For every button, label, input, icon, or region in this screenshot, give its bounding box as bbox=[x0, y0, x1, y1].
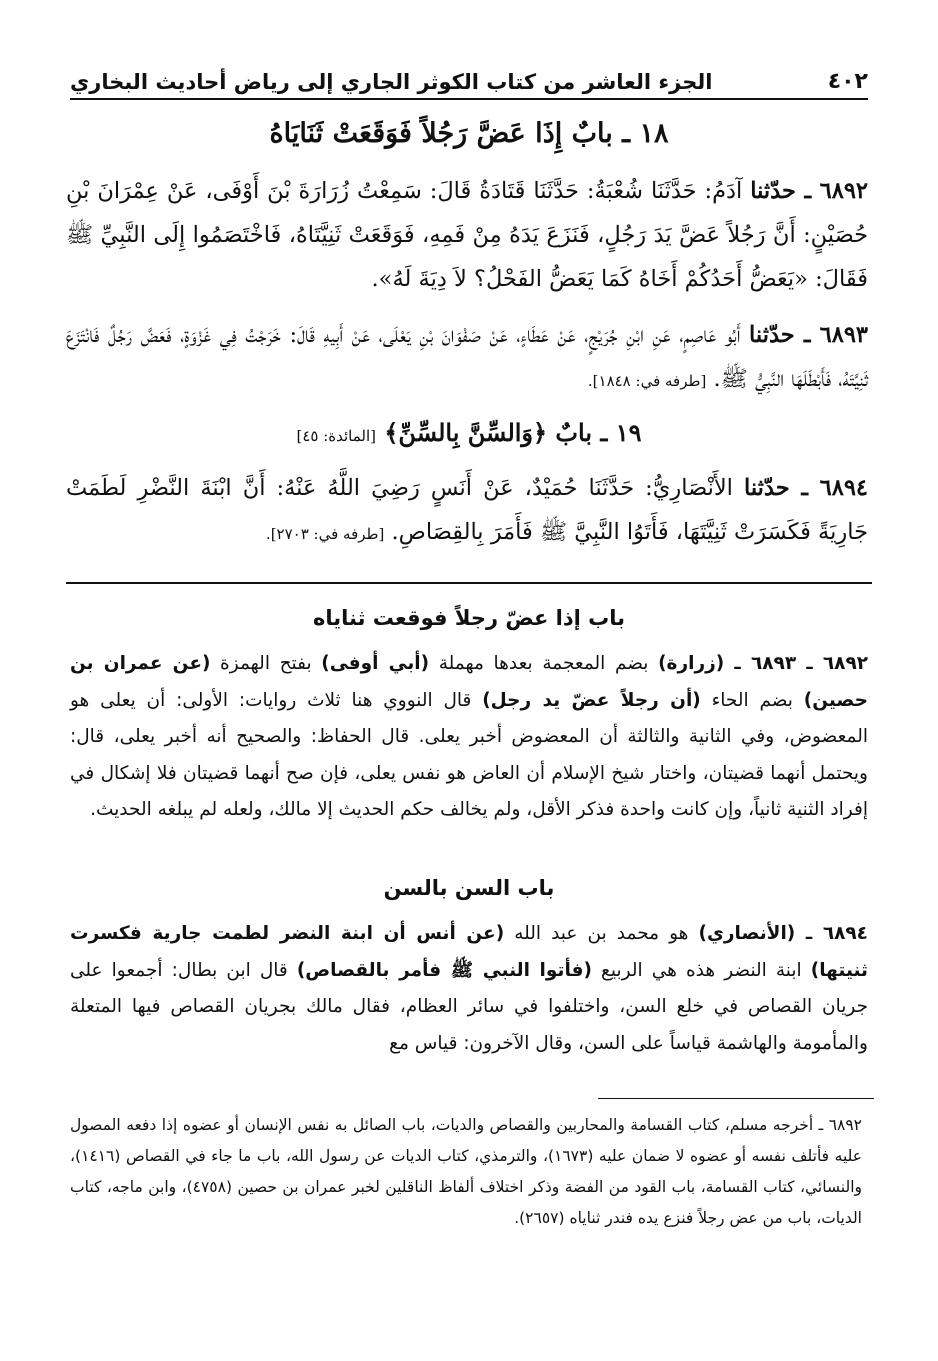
hadith-number: ٦٨٩٢ ـ حدّثنا bbox=[750, 178, 869, 204]
commentary-title-2: باب السن بالسن bbox=[383, 876, 555, 900]
hadith-text: أَبُو عَاصِمٍ، عَنِ ابْنِ جُرَيْجٍ، عَنْ عَطَاءٍ، عَنْ صَفْوَانَ بْنِ يَعْلَى، عَنْ أَبِيهِ قَالَ: خَرَجْتُ فِي غَزْوَةٍ، فَعَضَّ رَجُلٌ فَانْتَزَعَ ثَنِيَّتَهُ، فَأَبْطَلَهَا النَّبِيُّ ﷺ. bbox=[66, 322, 868, 392]
hadith-6893 bbox=[66, 313, 868, 403]
commentary-text: بضم المعجمة بعدها مهملة bbox=[429, 653, 659, 674]
hadith-6894 bbox=[66, 466, 868, 556]
hadith-number: ٦٨٩٤ ـ حدّثنا bbox=[743, 475, 868, 501]
commentary-text: ابنة النضر هذه هي الربيع bbox=[591, 959, 811, 981]
footnote: ٦٨٩٢ ـ أخرجه مسلم، كتاب القسامة والمحاربين والقصاص والديات، باب الصائل به نفس الإنسان أو عضوه إذا دفعه المصول عليه فأتلف نفسه أو عضوه لا ضمان عليه (١٦٧٣)، والترمذي، كتاب الديات عن رسول الله، باب ما جاء في القصاص (١٤١٦)، والنسائي، كتاب القسامة، باب القود من الفضة وذكر اختلاف ألفاظ الناقلين لخبر عمران بن حصين (٤٧٥٨)، وابن ماجه، كتاب الديات، باب من عض رجلاً فنزع يده فندر ثناياه (٢٦٥٧). bbox=[70, 1116, 862, 1227]
running-header bbox=[70, 58, 868, 100]
hadith-6892 bbox=[66, 169, 868, 301]
hadith-number: ٦٨٩٣ ـ حدّثنا bbox=[749, 322, 868, 348]
commentary-text: هو محمد بن عبد الله bbox=[504, 923, 699, 944]
cross-reference: [طرفه في: ١٨٤٨]. bbox=[587, 372, 707, 390]
footnote-divider bbox=[598, 1098, 874, 1099]
chapter-19-heading: ١٩ ـ بابٌ ﴿وَالسِّنَّ بِالسِّنِّ﴾ bbox=[384, 418, 642, 447]
section-divider bbox=[66, 582, 872, 584]
commentary-lemma: (فأتوا النبي ﷺ فأمر بالقصاص) bbox=[296, 959, 592, 981]
commentary-title-1: باب إذا عضّ رجلاً فوقعت ثناياه bbox=[312, 606, 626, 630]
cross-reference: [طرفه في: ٢٧٠٣]. bbox=[265, 525, 385, 543]
hadith-text: آدَمُ: حَدَّثَنَا شُعْبَةُ: حَدَّثَنَا قَتَادَةُ قَالَ: سَمِعْتُ زُرَارَةَ بْنَ أَوْفَى، عَنْ عِمْرَانَ بْنِ حُصَيْنٍ: أَنَّ رَجُلاً عَضَّ يَدَ رَجُلٍ، فَنَزَعَ يَدَهُ مِنْ فَمِهِ، فَوَقَعَتْ ثَنِيَّتَاهُ، فَاخْتَصَمُوا إِلَى النَّبِيِّ ﷺ فَقَالَ: «يَعَضُّ أَحَدُكُمْ أَخَاهُ كَمَا يَعَضُّ الفَحْلُ؟ لاَ دِيَةَ لَهُ». bbox=[66, 178, 868, 292]
commentary-text: بضم الحاء bbox=[700, 689, 804, 711]
commentary-lemma: (عن عمران بن حصين) bbox=[70, 653, 868, 711]
commentary-lemma: ٦٨٩٤ ـ (الأنصاري) bbox=[698, 923, 868, 944]
hadith-text: الأَنْصَارِيُّ: حَدَّثَنَا حُمَيْدٌ، عَنْ أَنَسٍ رَضِيَ اللَّهُ عَنْهُ: أَنَّ ابْنَةَ النَّضْرِ لَطَمَتْ جَارِيَةً فَكَسَرَتْ ثَنِيَّتَهَا، فَأَتَوُا النَّبِيَّ ﷺ فَأَمَرَ بِالقِصَاصِ. bbox=[66, 475, 868, 545]
commentary-text: بفتح الهمزة bbox=[210, 653, 322, 674]
quran-reference: [المائدة: ٤٥] bbox=[296, 427, 376, 445]
commentary-paragraph-1 bbox=[70, 646, 868, 829]
chapter-18-title: ١٨ ـ بابٌ إِذَا عَضَّ رَجُلاً فَوَقَعَتْ ثَنَايَاهُ bbox=[269, 118, 669, 149]
commentary-lemma: (أبي أوفى) bbox=[321, 653, 430, 674]
page-number: ٤٠٢ bbox=[827, 69, 868, 94]
commentary-text: قال النووي هنا ثلاث روايات: الأولى: أن يعلى هو المعضوض، وفي الثانية والثالثة أن المعضوض أخبر يعلى. قال الحفاظ: والصحيح أنه أخبر يعلى، قال: ويحتمل أنهما قضيتان، واختار شيخ الإسلام أن العاض هو نفس يعلى، فإن صح أنهما قضيتان فلا إشكال في إفراد الثنية ثانياً، وإن كانت واحدة فذكر الأقل، ولم يخالف حكم الحديث إلا مالك، ولعله لم يبلغه الحديث. bbox=[70, 689, 868, 820]
chapter-19-title bbox=[70, 418, 868, 447]
commentary-lemma: (عن أنس أن ابنة النضر لطمت جارية فكسرت ثنيتها) bbox=[70, 923, 868, 981]
running-title: الجزء العاشر من كتاب الكوثر الجاري إلى رياض أحاديث البخاري bbox=[70, 70, 713, 94]
commentary-lemma: (أن رجلاً عضّ يد رجل) bbox=[482, 689, 701, 711]
commentary-lemma: ٦٨٩٢ ـ ٦٨٩٣ ـ (زرارة) bbox=[658, 653, 869, 674]
commentary-text: قال ابن بطال: أجمعوا على جريان القصاص في خلع السن، واختلفوا في سائر العظام، فقال مالك بجريان القصاص فيها المتعلة والمأمومة والهاشمة قياساً على السن، وقال الآخرون: قياس مع bbox=[70, 959, 868, 1054]
commentary-paragraph-2 bbox=[70, 916, 868, 1062]
